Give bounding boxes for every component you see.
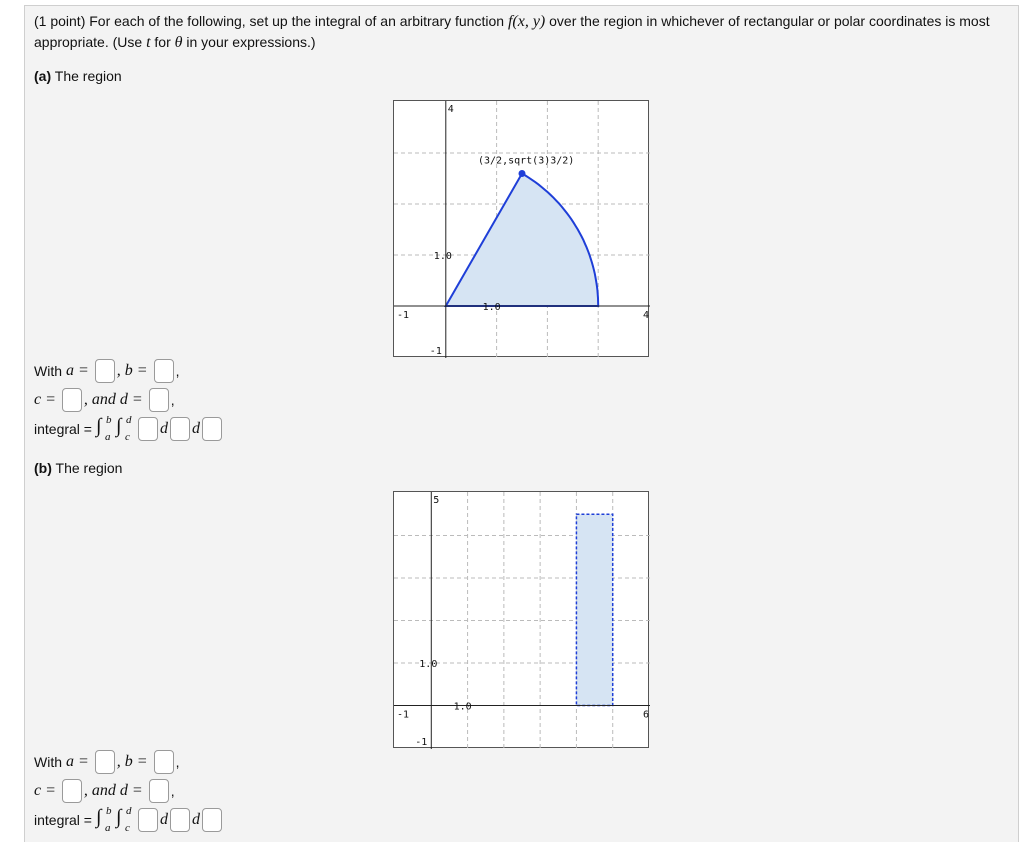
inner-integral-sign: ∫ d c — [115, 414, 132, 443]
y-min-label: -1 — [429, 346, 442, 357]
region-sector — [446, 174, 598, 307]
part-a-limits-ab — [34, 357, 179, 385]
part-a-title: The region — [51, 68, 122, 84]
problem-statement — [34, 11, 1009, 53]
a-input[interactable] — [95, 359, 115, 383]
intro-text-3: for — [150, 34, 175, 50]
b-input[interactable] — [154, 750, 174, 774]
integrand-input[interactable] — [138, 417, 158, 441]
c-input[interactable] — [62, 388, 82, 412]
region-vertex-point — [519, 170, 526, 177]
graph-a-svg — [394, 101, 650, 358]
a-input[interactable] — [95, 750, 115, 774]
differential-d: d — [159, 420, 168, 437]
inner-variable-input[interactable] — [170, 417, 190, 441]
differential-d: d — [191, 811, 200, 828]
lower-limit-a: a — [104, 431, 111, 443]
y-tick-label: 1.0 — [419, 659, 438, 670]
part-a-integral — [34, 415, 224, 443]
part-b-heading — [34, 460, 122, 476]
part-b-limits-cd — [34, 777, 175, 805]
point-label: (3/2,sqrt(3)3/2) — [478, 155, 575, 167]
y-tick-label: 1.0 — [433, 251, 452, 262]
differential-d: d — [191, 420, 200, 437]
c-input[interactable] — [62, 779, 82, 803]
t-symbol: t — [146, 34, 151, 51]
x-min-label: -1 — [397, 310, 410, 321]
region-rectangle — [576, 514, 612, 705]
comma: , — [175, 363, 180, 379]
b-label: , b = — [116, 753, 148, 770]
upper-limit-d: d — [125, 414, 132, 426]
intro-text-4: in your expressions.) — [182, 34, 316, 50]
outer-integral-sign: ∫ b a — [95, 414, 112, 443]
part-b-title: The region — [51, 460, 123, 476]
intro-text: (1 point) For each of the following, set up the integral of an arbitrary function — [34, 13, 508, 29]
lower-limit-c: c — [124, 431, 130, 443]
upper-limit-b: b — [105, 805, 112, 817]
lower-limit-c: c — [124, 822, 130, 834]
part-b-limits-ab — [34, 748, 179, 776]
d-input[interactable] — [149, 388, 169, 412]
x-max-label: 4 — [643, 310, 650, 321]
part-a-limits-cd — [34, 386, 175, 414]
x-tick-label: 1.0 — [482, 302, 501, 313]
a-label: a = — [66, 362, 89, 379]
part-b-integral — [34, 806, 224, 834]
integral-label: integral = — [34, 421, 92, 437]
y-min-label: -1 — [415, 737, 428, 748]
d-label: , and d = — [83, 782, 143, 799]
part-b-label: (b) — [34, 460, 52, 476]
x-tick-label: 1.0 — [453, 701, 472, 713]
outer-variable-input[interactable] — [202, 417, 222, 441]
with-label: With — [34, 363, 62, 379]
integrand-input[interactable] — [138, 808, 158, 832]
a-label: a = — [66, 753, 89, 770]
comma: , — [170, 783, 175, 799]
inner-variable-input[interactable] — [170, 808, 190, 832]
differential-d: d — [159, 811, 168, 828]
d-label: , and d = — [83, 391, 143, 408]
inner-integral-sign: ∫ d c — [115, 805, 132, 834]
x-max-label: 6 — [643, 709, 650, 721]
outer-integral-sign: ∫ b a — [95, 805, 112, 834]
d-input[interactable] — [149, 779, 169, 803]
intro-text-2: over the region in whichever of rectangular or polar coordinates is most appropriate. (Use — [34, 13, 990, 50]
graph-b-svg — [394, 492, 650, 749]
upper-limit-b: b — [105, 414, 112, 426]
y-max-label: 5 — [433, 495, 440, 506]
integral-label: integral = — [34, 812, 92, 828]
c-label: c = — [34, 782, 56, 799]
lower-limit-a: a — [104, 822, 111, 834]
comma: , — [170, 392, 175, 408]
graph-a — [393, 100, 649, 357]
c-label: c = — [34, 391, 56, 408]
b-input[interactable] — [154, 359, 174, 383]
part-a-heading — [34, 68, 122, 84]
x-min-label: -1 — [397, 709, 410, 721]
upper-limit-d: d — [125, 805, 132, 817]
comma: , — [175, 754, 180, 770]
with-label: With — [34, 754, 62, 770]
function-symbol: f(x, y) — [507, 13, 546, 30]
part-a-label: (a) — [34, 68, 52, 84]
outer-variable-input[interactable] — [202, 808, 222, 832]
y-max-label: 4 — [447, 104, 454, 115]
theta-symbol: θ — [174, 34, 183, 51]
b-label: , b = — [116, 362, 148, 379]
graph-b — [393, 491, 649, 748]
